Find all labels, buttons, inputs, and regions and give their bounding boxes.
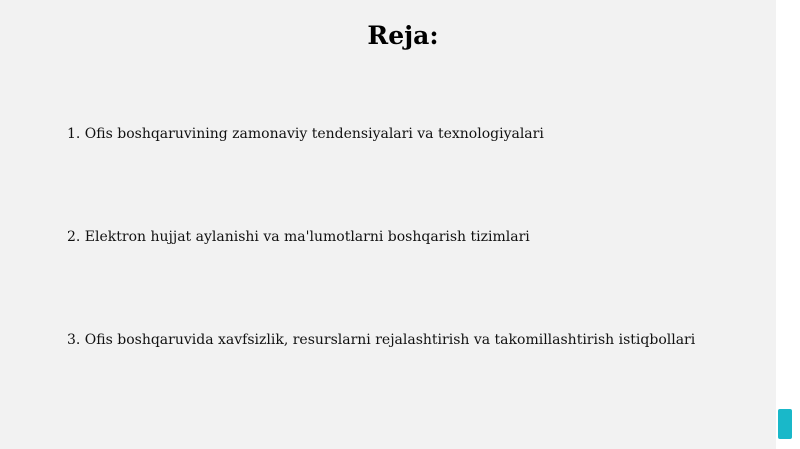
slide-title: Reja: bbox=[367, 21, 439, 50]
plan-item-2: 2. Elektron hujjat aylanishi va ma'lumotlarni boshqarish tizimlari bbox=[67, 229, 530, 245]
plan-item-1: 1. Ofis boshqaruvining zamonaviy tendensiyalari va texnologiyalari bbox=[67, 126, 544, 142]
plan-item-3: 3. Ofis boshqaruvida xavfsizlik, resurslarni rejalashtirish va takomillashtirish istiqbollari bbox=[67, 332, 696, 348]
scroll-handle[interactable] bbox=[778, 409, 792, 439]
side-panel bbox=[776, 0, 800, 449]
